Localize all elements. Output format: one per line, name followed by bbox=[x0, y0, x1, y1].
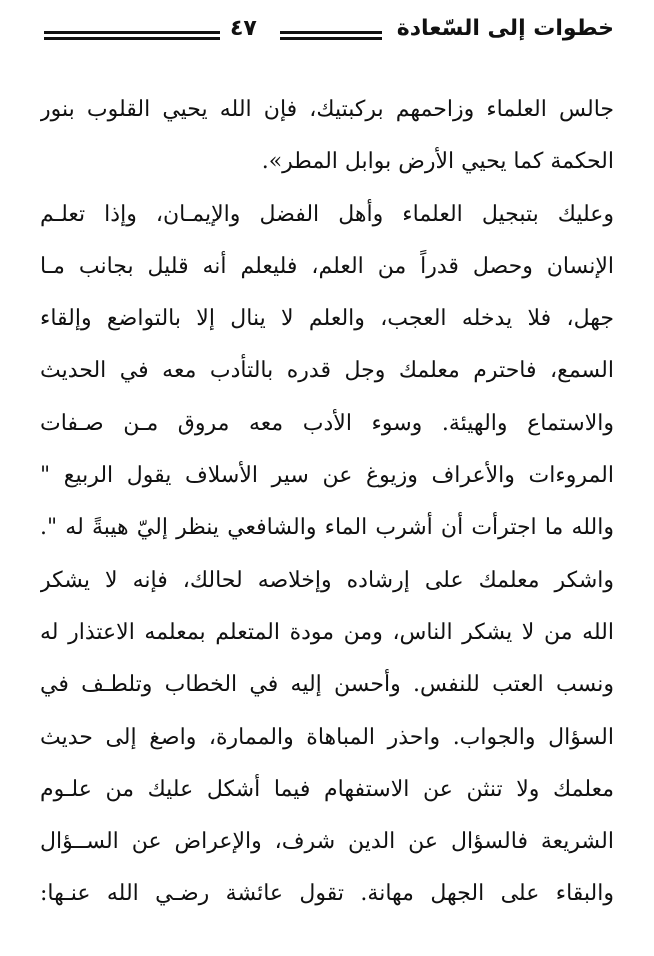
text-line: والبقاء على الجهل مهانة. تقول عائشة رضـي الله عنـها: bbox=[40, 881, 614, 907]
text-line: الله من لا يشكر الناس، ومن مودة المتعلم بمعلمه الاعتذار له bbox=[40, 619, 614, 645]
text-line: معلمك ولا تنثن عن الاستفهام فيما أشكل عليك من علـوم bbox=[40, 776, 614, 802]
text-line: الشريعة فالسؤال عن الدين شرف، والإعراض عن الســؤال bbox=[40, 829, 614, 855]
body-text bbox=[40, 84, 614, 921]
text-line: جهل، فلا يدخله العجب، والعلم لا ينال إلا بالتواضع وإلقاء bbox=[40, 306, 614, 332]
text-line: السؤال والجواب. واحذر المباهاة والممارة، واصغ إلى حديث bbox=[40, 724, 614, 750]
header-rule-right bbox=[280, 31, 382, 34]
text-line: والله ما اجترأت أن أشرب الماء والشافعي ينظر إليّ هيبةً له ". bbox=[40, 515, 614, 541]
text-line: ونسب العتب للنفس. وأحسن إليه في الخطاب وتلطـف في bbox=[40, 672, 614, 698]
text-line: والاستماع والهيئة. وسوء الأدب معه مروق مـن صـفات bbox=[40, 410, 614, 436]
header-rule-left bbox=[44, 31, 220, 34]
text-line: جالس العلماء وزاحمهم بركبتيك، فإن الله يحيي القلوب بنور bbox=[40, 97, 614, 122]
text-line: واشكر معلمك على إرشاده وإخلاصه لحالك، فإنه لا يشكر bbox=[40, 567, 614, 593]
page-number: ٤٧ bbox=[230, 16, 257, 41]
text-line: السمع، فاحترم معلمك وجل قدره بالتأدب معه في الحديث bbox=[40, 358, 614, 384]
book-title: خطوات إلى السّعادة bbox=[396, 16, 614, 41]
text-line: وعليك بتبجيل العلماء وأهل الفضل والإيمـان، وإذا تعلـم bbox=[40, 201, 614, 227]
text-line: الحكمة كما يحيي الأرض بوابل المطر». bbox=[261, 149, 614, 175]
text-line: المروءات والأعراف وزيوغ عن سير الأسلاف يقول الربيع " bbox=[40, 463, 614, 489]
running-header bbox=[40, 14, 614, 54]
text-line: الإنسان وحصل قدراً من العلم، فليعلم أنه قليل بجانب مـا bbox=[40, 253, 614, 279]
